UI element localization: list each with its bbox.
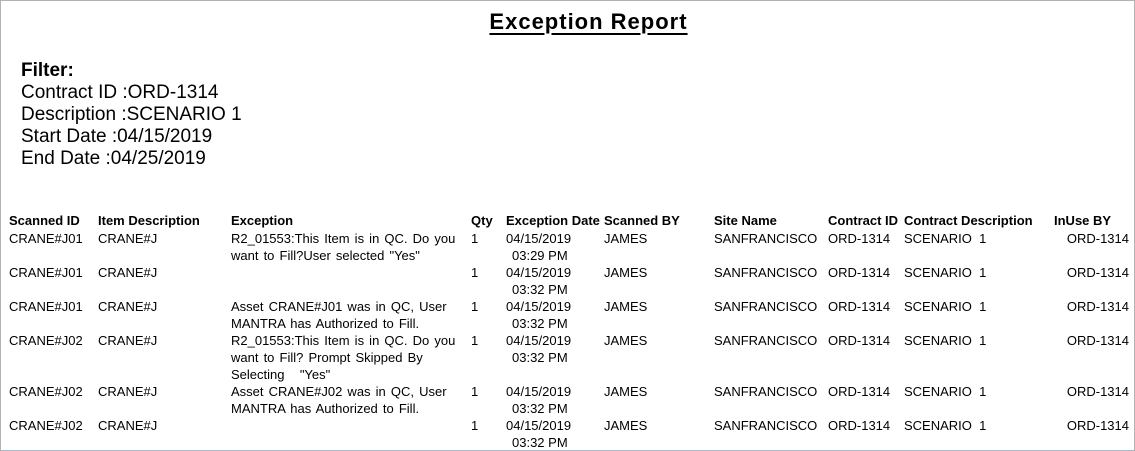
cell-site_name: SANFRANCISCO xyxy=(714,333,818,348)
cell-inuse_by: ORD-1314 xyxy=(1066,418,1129,433)
cell-inuse_by: ORD-1314 xyxy=(1066,384,1129,399)
report-title: Exception Report xyxy=(489,9,688,34)
table-row xyxy=(1,230,1134,264)
cell-site_name: SANFRANCISCO xyxy=(714,265,818,280)
cell-exception-line1: Asset CRANE#J01 was in QC, User xyxy=(231,299,447,314)
cell-item_description: CRANE#J xyxy=(98,231,158,246)
cell-exception_date-line1: 04/15/2019 xyxy=(506,384,572,399)
cell-exception xyxy=(231,230,471,264)
cell-item_description: CRANE#J xyxy=(98,384,158,399)
cell-contract_description: SCENARIO 1 xyxy=(904,333,987,348)
cell-exception_date xyxy=(506,298,602,332)
cell-inuse_by: ORD-1314 xyxy=(1066,333,1129,348)
column-header-exception_date: Exception Date xyxy=(506,213,600,228)
cell-exception_date-line2: 03:32 PM xyxy=(512,350,568,365)
column-header-inuse_by: InUse BY xyxy=(1054,213,1112,228)
cell-exception_date-line2: 03:32 PM xyxy=(512,401,568,416)
cell-site_name: SANFRANCISCO xyxy=(714,384,818,399)
column-header-contract_description: Contract Description xyxy=(904,213,1033,228)
cell-exception-line2: want to Fill?User selected "Yes" xyxy=(231,248,420,263)
cell-scanned_id: CRANE#J01 xyxy=(9,299,83,314)
cell-exception_date-line1: 04/15/2019 xyxy=(506,265,572,280)
table-header-row xyxy=(1,212,1134,230)
table-row xyxy=(1,332,1134,383)
cell-scanned_id: CRANE#J01 xyxy=(9,231,83,246)
cell-scanned_id: CRANE#J02 xyxy=(9,333,83,348)
column-header-site_name: Site Name xyxy=(714,213,777,228)
cell-exception-line1: R2_01553:This Item is in QC. Do you xyxy=(231,333,456,348)
cell-contract_id: ORD-1314 xyxy=(828,333,891,348)
cell-item_description: CRANE#J xyxy=(98,265,158,280)
exception-table xyxy=(1,212,1134,451)
cell-qty: 1 xyxy=(471,231,479,246)
cell-inuse_by: ORD-1314 xyxy=(1066,231,1129,246)
cell-contract_id: ORD-1314 xyxy=(828,384,891,399)
cell-inuse_by: ORD-1314 xyxy=(1066,299,1129,314)
table-row xyxy=(1,298,1134,332)
cell-item_description: CRANE#J xyxy=(98,299,158,314)
cell-exception_date xyxy=(506,383,602,417)
cell-exception xyxy=(231,298,471,332)
cell-exception_date-line1: 04/15/2019 xyxy=(506,333,572,348)
cell-item_description: CRANE#J xyxy=(98,418,158,433)
cell-exception_date xyxy=(506,230,602,264)
cell-qty: 1 xyxy=(471,265,479,280)
table-row xyxy=(1,383,1134,417)
filter-end-date: End Date :04/25/2019 xyxy=(21,148,206,169)
cell-scanned_by: JAMES xyxy=(604,231,648,246)
cell-qty: 1 xyxy=(471,418,479,433)
cell-exception_date xyxy=(506,417,602,451)
cell-qty: 1 xyxy=(471,333,479,348)
cell-exception_date-line2: 03:32 PM xyxy=(512,282,568,297)
cell-exception_date-line2: 03:32 PM xyxy=(512,316,568,331)
cell-exception-line1: R2_01553:This Item is in QC. Do you xyxy=(231,231,456,246)
column-header-scanned_id: Scanned ID xyxy=(9,213,80,228)
cell-contract_description: SCENARIO 1 xyxy=(904,418,987,433)
cell-exception-line2: MANTRA has Authorized to Fill. xyxy=(231,316,420,331)
cell-scanned_id: CRANE#J02 xyxy=(9,384,83,399)
cell-contract_description: SCENARIO 1 xyxy=(904,231,987,246)
cell-contract_id: ORD-1314 xyxy=(828,265,891,280)
cell-exception xyxy=(231,332,471,383)
column-header-exception: Exception xyxy=(231,213,294,228)
cell-qty: 1 xyxy=(471,384,479,399)
column-header-contract_id: Contract ID xyxy=(828,213,899,228)
filter-block xyxy=(21,60,242,170)
cell-contract_id: ORD-1314 xyxy=(828,231,891,246)
cell-scanned_by: JAMES xyxy=(604,299,648,314)
cell-site_name: SANFRANCISCO xyxy=(714,299,818,314)
cell-contract_id: ORD-1314 xyxy=(828,299,891,314)
cell-exception xyxy=(231,383,471,417)
cell-scanned_id: CRANE#J01 xyxy=(9,265,83,280)
filter-label: Filter: xyxy=(21,60,74,81)
cell-inuse_by: ORD-1314 xyxy=(1066,265,1129,280)
column-header-scanned_by: Scanned BY xyxy=(604,213,680,228)
cell-scanned_by: JAMES xyxy=(604,418,648,433)
cell-contract_description: SCENARIO 1 xyxy=(904,265,987,280)
cell-exception_date xyxy=(506,332,602,366)
cell-exception-line3: Selecting "Yes" xyxy=(231,367,331,382)
filter-description: Description :SCENARIO 1 xyxy=(21,104,242,125)
cell-scanned_by: JAMES xyxy=(604,333,648,348)
cell-exception_date xyxy=(506,264,602,298)
table-row xyxy=(1,264,1134,298)
cell-qty: 1 xyxy=(471,299,479,314)
column-header-qty: Qty xyxy=(471,213,493,228)
cell-site_name: SANFRANCISCO xyxy=(714,418,818,433)
cell-exception_date-line2: 03:32 PM xyxy=(512,435,568,450)
filter-start-date: Start Date :04/15/2019 xyxy=(21,126,213,147)
cell-scanned_id: CRANE#J02 xyxy=(9,418,83,433)
cell-contract_id: ORD-1314 xyxy=(828,418,891,433)
cell-site_name: SANFRANCISCO xyxy=(714,231,818,246)
cell-contract_description: SCENARIO 1 xyxy=(904,299,987,314)
cell-scanned_by: JAMES xyxy=(604,384,648,399)
table-body xyxy=(1,230,1134,451)
cell-item_description: CRANE#J xyxy=(98,333,158,348)
table-row xyxy=(1,417,1134,451)
cell-exception_date-line1: 04/15/2019 xyxy=(506,418,572,433)
cell-scanned_by: JAMES xyxy=(604,265,648,280)
cell-exception_date-line1: 04/15/2019 xyxy=(506,299,572,314)
column-header-item_description: Item Description xyxy=(98,213,200,228)
cell-contract_description: SCENARIO 1 xyxy=(904,384,987,399)
cell-exception_date-line1: 04/15/2019 xyxy=(506,231,572,246)
cell-exception-line2: MANTRA has Authorized to Fill. xyxy=(231,401,420,416)
filter-contract-id: Contract ID :ORD-1314 xyxy=(21,82,219,103)
cell-exception-line1: Asset CRANE#J02 was in QC, User xyxy=(231,384,447,399)
cell-exception-line2: want to Fill? Prompt Skipped By xyxy=(231,350,423,365)
cell-exception_date-line2: 03:29 PM xyxy=(512,248,568,263)
